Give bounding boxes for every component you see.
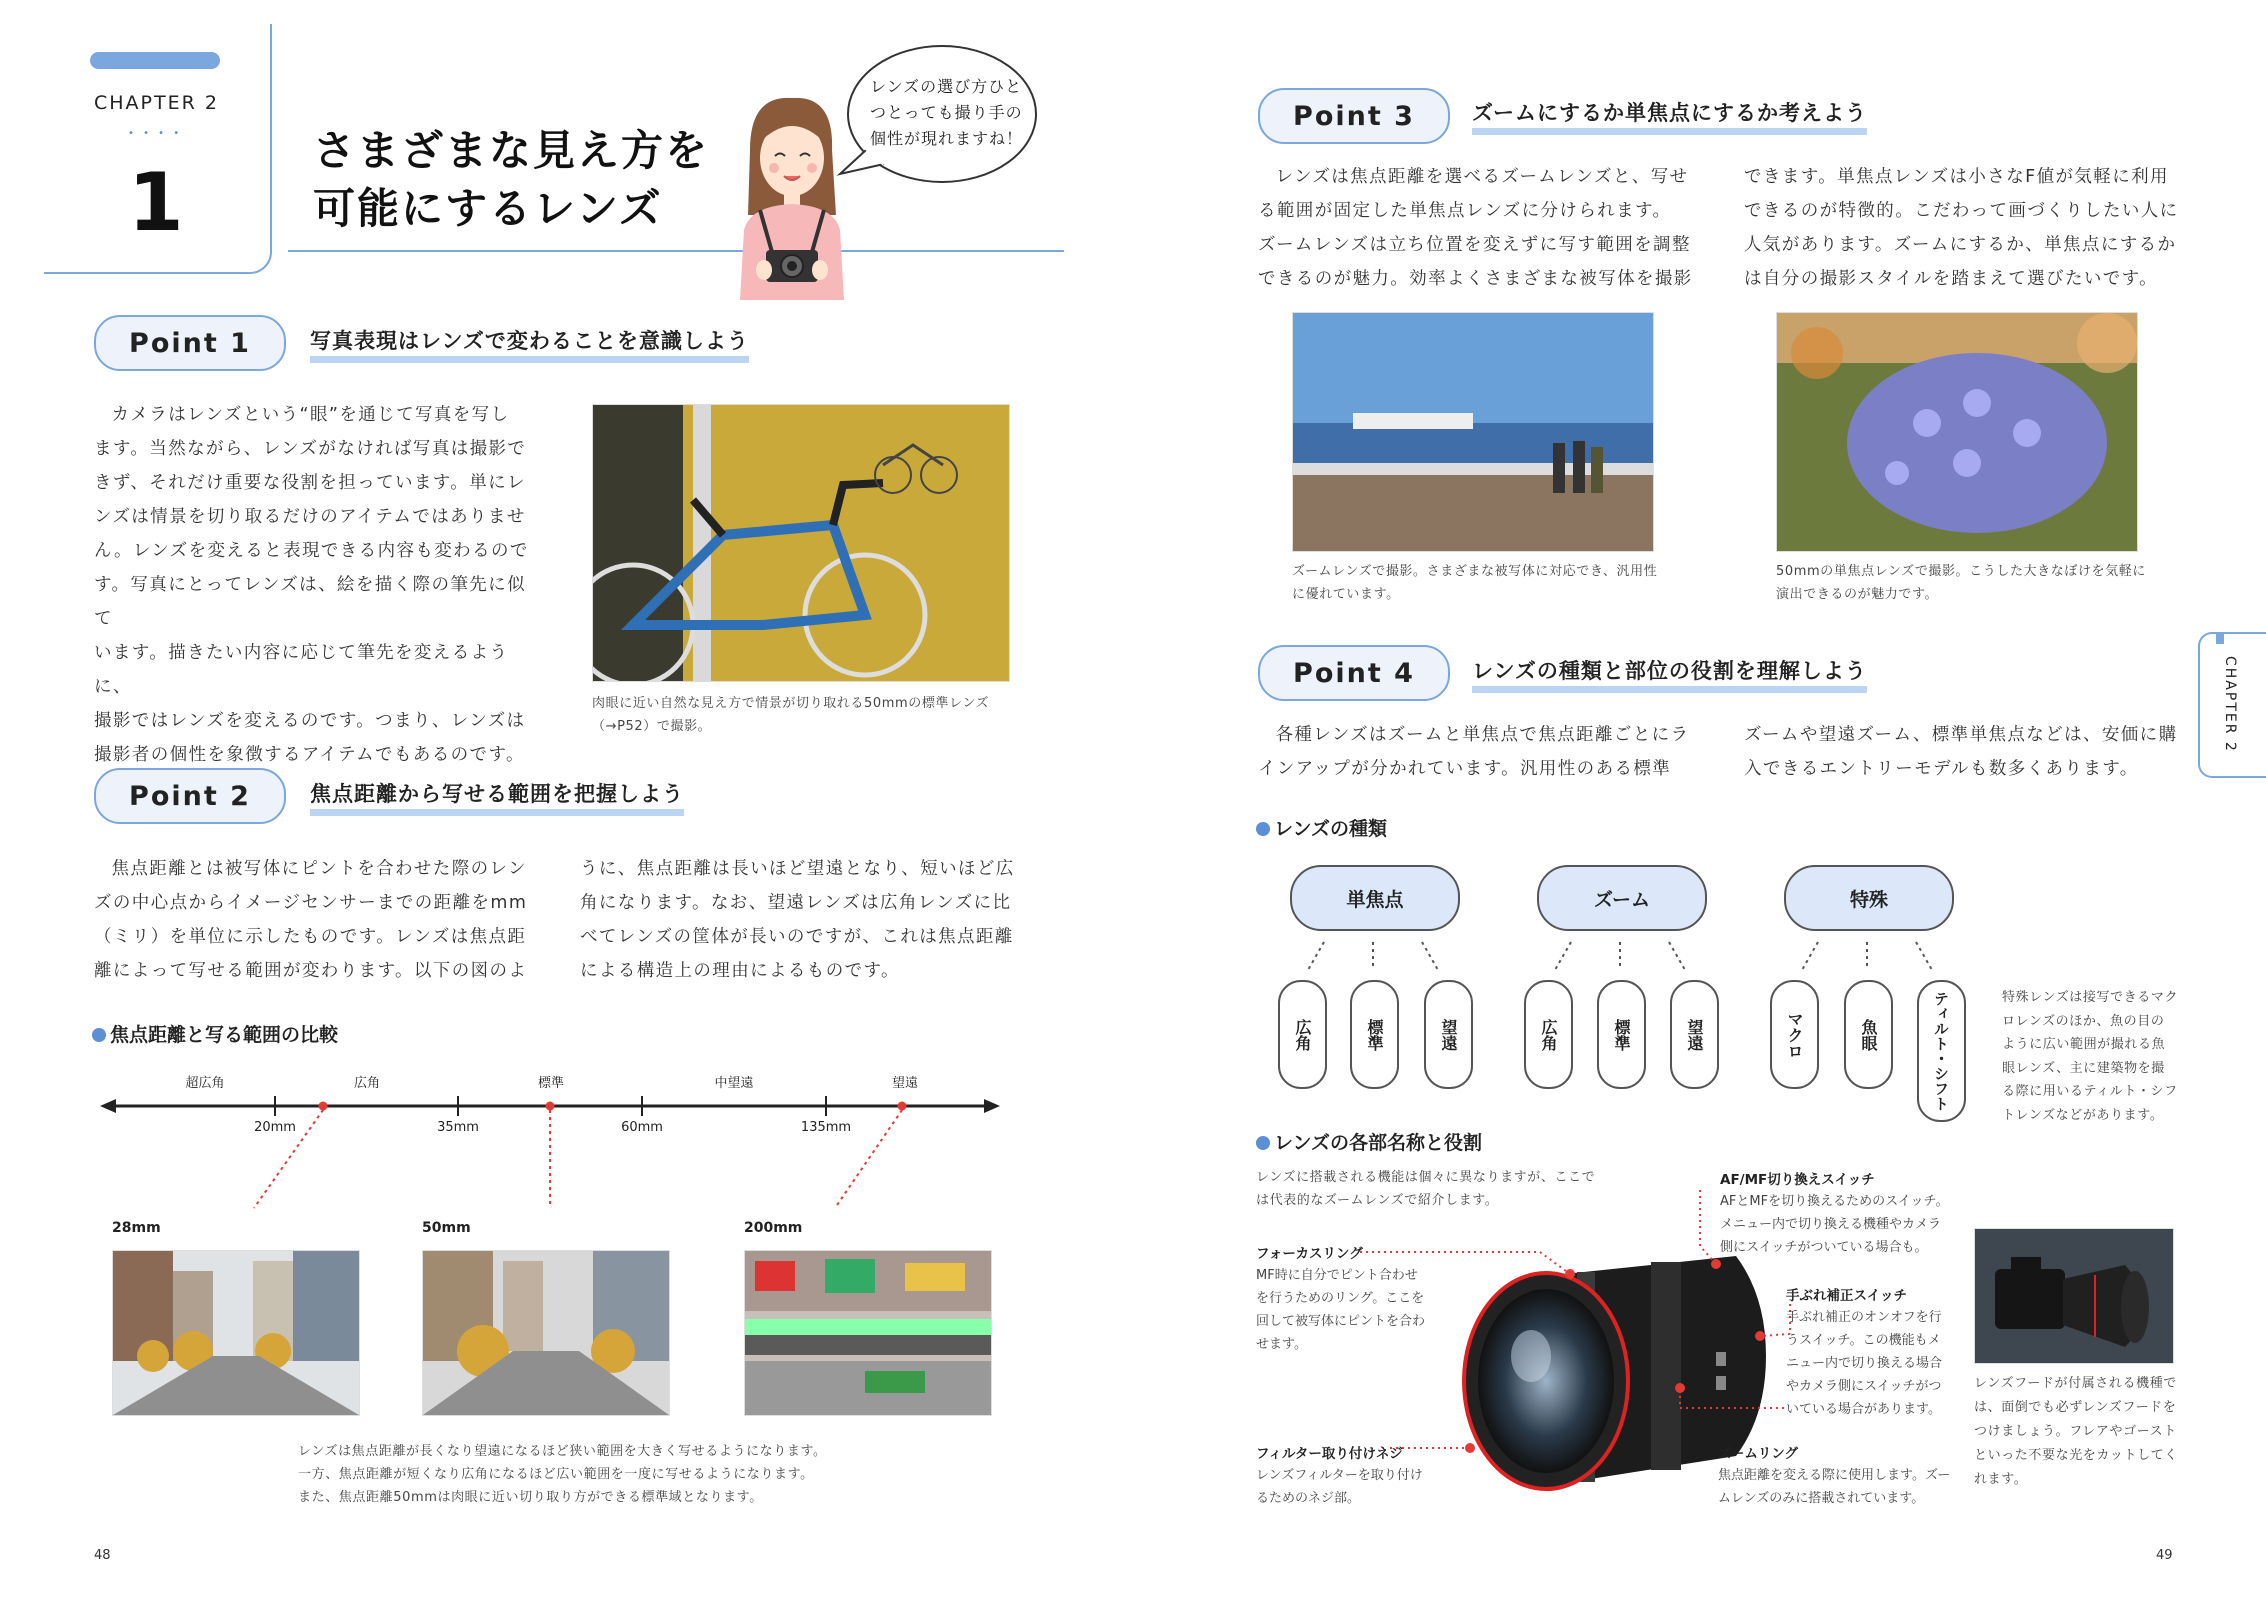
text-line: 入できるエントリーモデルも数多くあります。 (1744, 759, 2139, 779)
caption-line: 一方、焦点距離が短くなり広角になるほど広い範囲を一度に写せるようになります。 (298, 1467, 814, 1482)
point2-body-right (580, 852, 1020, 988)
harbor-caption-line1: ズームレンズで撮影。さまざまな被写体に対応でき、汎用性 (1292, 564, 1658, 579)
note-line: は、面倒でも必ずレンズフードを (1974, 1400, 2177, 1415)
text-line: ズームや望遠ズーム、標準単焦点などは、安価に購 (1744, 725, 2178, 745)
zoom-ring-desc (1718, 1464, 1950, 1510)
text-line: ん。レンズを変えると表現できる内容も変わるので (94, 541, 529, 561)
flowers-caption-line2: 演出できるのが魅力です。 (1776, 587, 1939, 602)
text-line: ます。当然ながら、レンズがなければ写真は撮影で (94, 439, 527, 459)
point3-label: Point 3 (1258, 88, 1450, 144)
note-line: トレンズなどがあります。 (2002, 1107, 2164, 1123)
note-line: つけましょう。フレアやゴースト (1974, 1424, 2177, 1439)
text-line: できるのが特徴的。こだわって画づくりしたい人に (1744, 201, 2179, 221)
point3-body-left (1258, 160, 1698, 296)
text-line: うに、焦点距離は長いほど望遠となり、短いほど広 (580, 859, 1015, 879)
street-photo-28mm (112, 1250, 360, 1416)
note-line: ように広い範囲が撮れる魚 (2002, 1037, 2166, 1052)
desc-line: メニュー内で切り換える機種やカメラ (1720, 1217, 1942, 1232)
point3-body-right (1744, 160, 2184, 296)
note-line: 眼レンズ、主に建築物を撮 (2002, 1060, 2165, 1076)
range-label-tele: 望遠 (891, 1076, 919, 1091)
focal-diagram-heading: 焦点距離と写る範囲の比較 (92, 1020, 338, 1047)
desc-line: MF時に自分でピント合わせ (1256, 1268, 1418, 1283)
text-line: います。描きたい内容に応じて筆先を変えるように、 (94, 643, 509, 697)
text-line: 焦点距離とは被写体にピントを合わせた際のレン (111, 859, 527, 879)
zoom-sub-wide: 広角 (1524, 980, 1573, 1089)
tick-label-135mm: 135mm (800, 1120, 852, 1135)
camera-with-hood-photo (1974, 1228, 2174, 1364)
chapter-bar (90, 52, 220, 69)
point2-label: Point 2 (94, 768, 286, 824)
street-photo-50mm (422, 1250, 670, 1416)
filter-thread-desc (1256, 1464, 1423, 1510)
zoom-sub-standard: 標準 (1597, 980, 1646, 1089)
is-switch-desc (1786, 1306, 1942, 1421)
text-line: は自分の撮影スタイルを踏まえて選びたいです。 (1744, 269, 2159, 289)
prime-sub-tele: 望遠 (1424, 980, 1473, 1089)
chapter-title-line1: さまざまな見え方を (313, 126, 710, 175)
note-line: 特殊レンズは接写できるマク (2002, 990, 2179, 1005)
speech-bubble-line3: 個性が現れますね！ (870, 129, 1024, 148)
text-line: レンズは焦点距離を選べるズームレンズと、写せ (1275, 167, 1689, 187)
photo-label-28mm: 28mm (112, 1220, 161, 1236)
desc-line: 焦点距離を変える際に使用します。ズー (1718, 1468, 1951, 1483)
chapter-label: CHAPTER 2 (94, 92, 219, 114)
bicycle-caption-line2: （→P52）で撮影。 (592, 719, 712, 734)
street-photo-200mm (744, 1250, 992, 1416)
desc-line: るためのネジ部。 (1256, 1491, 1361, 1506)
prime-sub-standard: 標準 (1350, 980, 1399, 1089)
point1-title: 写真表現はレンズで変わることを意識しよう (310, 328, 749, 363)
text-line: きず、それだけ重要な役割を担っています。単にレ (94, 473, 526, 493)
tick-label-35mm: 35mm (437, 1120, 479, 1135)
text-line: 各種レンズはズームと単焦点で焦点距離ごとにラ (1275, 725, 1690, 745)
text-line: ズの中心点からイメージセンサーまでの距離をmm (94, 893, 528, 913)
text-line: できます。単焦点レンズは小さなF値が気軽に利用 (1744, 167, 2169, 187)
text-line: ンズは情景を切り取るだけのアイテムではありませ (94, 507, 526, 527)
tick-label-20mm: 20mm (254, 1120, 296, 1135)
text-line: インアップが分かれています。汎用性のある標準 (1258, 759, 1672, 779)
side-tab-bar (2216, 632, 2224, 644)
text-line: 撮影ではレンズを変えるのです。つまり、レンズは (94, 711, 526, 731)
text-line: 角になります。なお、望遠レンズは広角レンズに比 (580, 893, 1012, 913)
text-line: ズームレンズは立ち位置を変えずに写す範囲を調整 (1258, 235, 1691, 255)
text-line: カメラはレンズという“眼”を通じて写真を写し (111, 405, 510, 425)
desc-line: せます。 (1256, 1337, 1307, 1352)
text-line: 人気があります。ズームにするか、単焦点にするか (1744, 235, 2177, 255)
zoom-ring-name: ズームリング (1718, 1446, 1799, 1462)
filter-thread-name: フィルター取り付けネジ (1256, 1446, 1403, 1462)
lens-parts-intro-line2: は代表的なズームレンズで紹介します。 (1256, 1193, 1499, 1208)
focus-ring-name: フォーカスリング (1256, 1246, 1363, 1262)
point3-title: ズームにするか単焦点にするか考えよう (1472, 100, 1867, 135)
note-line: といった不要な光をカットしてく (1974, 1448, 2178, 1463)
range-label-wide: 広角 (353, 1076, 381, 1091)
point1-body (94, 398, 534, 772)
zoom-sub-tele: 望遠 (1670, 980, 1719, 1089)
lens-category-zoom: ズーム (1537, 865, 1707, 931)
range-label-standard: 標準 (537, 1076, 565, 1091)
special-sub-macro: マクロ (1770, 980, 1819, 1089)
lens-category-prime: 単焦点 (1290, 865, 1460, 931)
text-line: による構造上の理由によるものです。 (580, 961, 900, 981)
text-line: す。写真にとってレンズは、絵を描く際の筆先に似て (94, 575, 526, 629)
hood-note (1974, 1372, 2178, 1492)
caption-line: レンズは焦点距離が長くなり望遠になるほど狭い範囲を大きく写せるようになります。 (298, 1444, 827, 1459)
desc-line: ニュー内で切り換える場合 (1786, 1356, 1943, 1371)
note-line: る際に用いるティルト・シフ (2002, 1084, 2178, 1099)
point4-label: Point 4 (1258, 645, 1450, 701)
point1-label: Point 1 (94, 315, 286, 371)
point4-body-left (1258, 718, 1698, 786)
lens-category-special: 特殊 (1784, 865, 1954, 931)
desc-line: AFとMFを切り換えるためのスイッチ。 (1720, 1194, 1949, 1209)
lens-parts-intro-line1: レンズに搭載される機能は個々に異なりますが、ここで (1256, 1170, 1596, 1185)
side-chapter-tab (2198, 632, 2266, 778)
focus-ring-desc (1256, 1264, 1425, 1356)
photo-label-50mm: 50mm (422, 1220, 471, 1236)
range-label-ultra-wide: 超広角 (185, 1076, 225, 1091)
text-line: 撮影者の個性を象徴するアイテムでもあるのです。 (94, 745, 525, 765)
bicycle-caption-line1: 肉眼に近い自然な見え方で情景が切り取れる50mmの標準レンズ (592, 696, 990, 711)
point2-title: 焦点距離から写せる範囲を把握しよう (310, 781, 684, 816)
title-underline (288, 250, 1064, 252)
note-line: れます。 (1974, 1472, 2028, 1487)
desc-line: うスイッチ。この機能もメ (1786, 1333, 1941, 1348)
flowers-photo (1776, 312, 2138, 552)
lens-types-heading: レンズの種類 (1256, 814, 1387, 841)
text-line: （ミリ）を単位に示したものです。レンズは焦点距 (94, 927, 527, 947)
harbor-photo (1292, 312, 1654, 552)
harbor-caption-line2: に優れています。 (1292, 587, 1400, 602)
prime-sub-wide: 広角 (1278, 980, 1327, 1089)
desc-line: いている場合があります。 (1786, 1402, 1941, 1417)
page-number-right: 49 (2156, 1548, 2173, 1563)
special-lens-note (2002, 986, 2178, 1127)
special-sub-tilt-shift: ティルト・シフト (1917, 980, 1966, 1122)
note-line: ロレンズのほか、魚の目の (2002, 1013, 2165, 1029)
focal-caption (298, 1440, 827, 1509)
bicycle-photo (592, 404, 1010, 682)
desc-line: ムレンズのみに搭載されています。 (1718, 1491, 1925, 1506)
desc-line: 手ぶれ補正のオンオフを行 (1786, 1310, 1942, 1325)
speech-bubble-line1: レンズの選び方ひと (870, 77, 1023, 96)
text-line: できるのが魅力。効率よくさまざまな被写体を撮影 (1258, 269, 1693, 289)
note-line: レンズフードが付属される機種で (1974, 1376, 2177, 1391)
is-switch-name: 手ぶれ補正スイッチ (1786, 1288, 1907, 1304)
afmf-switch-name: AF/MF切り換えスイッチ (1720, 1172, 1875, 1188)
afmf-switch-desc (1720, 1190, 1949, 1259)
text-line: る範囲が固定した単焦点レンズに分けられます。 (1258, 201, 1672, 221)
focal-scale-axis (100, 1090, 1000, 1210)
desc-line: レンズフィルターを取り付け (1256, 1468, 1423, 1483)
flowers-caption-line1: 50mmの単焦点レンズで撮影。こうした大きなぼけを気軽に (1776, 564, 2146, 579)
chapter-title-line2: 可能にするレンズ (313, 184, 663, 233)
point4-title: レンズの種類と部位の役割を理解しよう (1472, 658, 1867, 693)
range-label-medium-tele: 中望遠 (714, 1076, 754, 1091)
text-line: べてレンズの筐体が長いのですが、これは焦点距離 (580, 927, 1014, 947)
side-tab-label: CHAPTER 2 (2222, 656, 2238, 753)
special-sub-fisheye: 魚眼 (1844, 980, 1893, 1089)
tick-label-60mm: 60mm (621, 1120, 663, 1135)
text-line: 離によって写せる範囲が変わります。以下の図のよ (94, 961, 528, 981)
desc-line: 側にスイッチがついている場合も。 (1720, 1240, 1928, 1255)
point4-body-right (1744, 718, 2184, 786)
chapter-number: 1 (128, 156, 184, 249)
chapter-dots: • • • • (128, 128, 183, 139)
desc-line: やカメラ側にスイッチがつ (1786, 1379, 1942, 1394)
lens-parts-heading: レンズの各部名称と役割 (1256, 1128, 1482, 1155)
photo-label-200mm: 200mm (744, 1220, 803, 1236)
speech-bubble-line2: つとっても撮り手の (870, 103, 1023, 122)
page-number-left: 48 (94, 1548, 111, 1563)
caption-line: また、焦点距離50mmは肉眼に近い切り取り方ができる標準域となります。 (298, 1490, 763, 1505)
desc-line: 回して被写体にピントを合わ (1256, 1314, 1426, 1329)
point2-body-left (94, 852, 534, 988)
desc-line: を行うためのリング。ここを (1256, 1291, 1425, 1306)
